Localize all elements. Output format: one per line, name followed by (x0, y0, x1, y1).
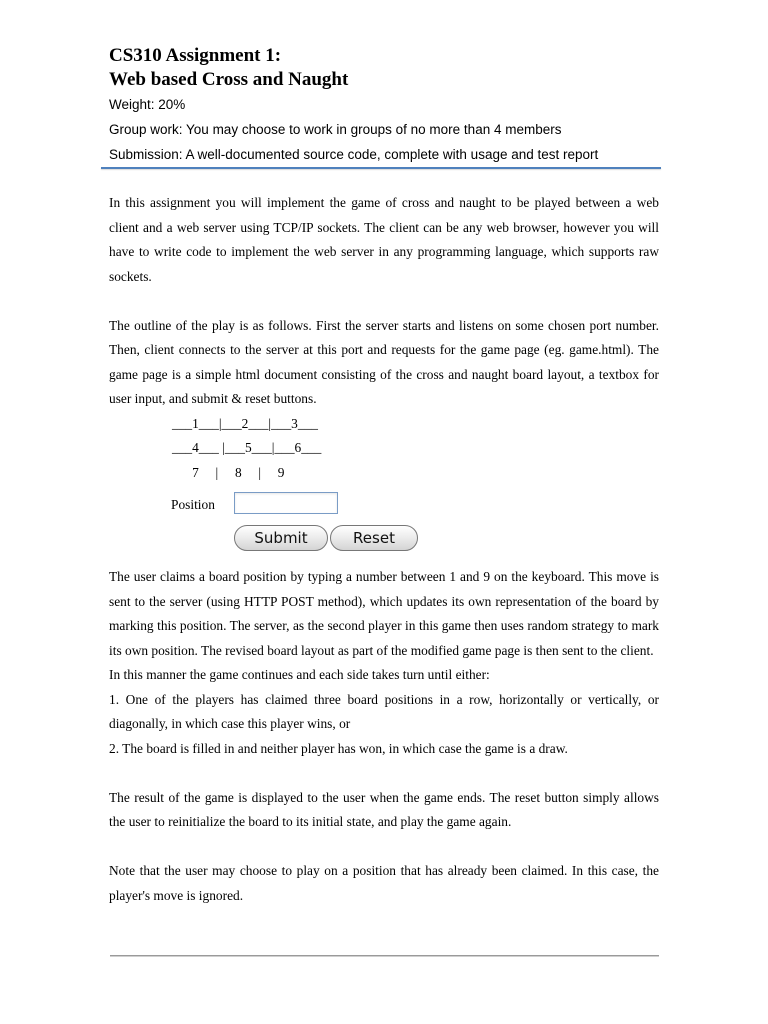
title-line-2: Web based Cross and Naught (109, 69, 349, 90)
game-form (109, 485, 659, 565)
footer-divider (110, 955, 659, 957)
board-layout (172, 412, 659, 486)
board-row-1: ___1___|___2___|___3___ (172, 415, 318, 431)
spacer (109, 169, 659, 191)
spacer (109, 835, 659, 860)
note-paragraph: Note that the user may choose to play on a position that has already been claimed. In this case, the player's move is ignored. (109, 863, 659, 903)
submit-button[interactable]: Submit (234, 525, 328, 551)
spacer (109, 761, 659, 786)
submission-text: Submission: A well-documented source code, complete with usage and test report (109, 147, 599, 162)
list-item-1: 1. One of the players has claimed three board positions in a row, horizontally or vertically, or diagonally, in which case this player wins, or (109, 691, 659, 731)
list-item-2: 2. The board is filled in and neither player has won, in which case the game is a draw. (109, 740, 568, 756)
continues-text: In this manner the game continues and each side takes turn until either: (109, 667, 490, 682)
outline-paragraph: The outline of the play is as follows. First the server starts and listens on some chosen port number. Then, client connects to the server at this port and requests for the game page (eg. game.html). The game page is a simple html document consisting of the cross and naught board layout, a textbox for user input, and submit & reset buttons. (109, 317, 659, 406)
claim-paragraph: The user claims a board position by typing a number between 1 and 9 on the keyboard. This move is sent to the server (using HTTP POST method), which updates its own representation of the board by marking this position. The server, as the second player in this game then uses random strategy to mark its own position. The revised board layout as part of the modified game page is then sent to the client. (109, 569, 659, 658)
board-row-2: ___4___ |___5___|___6___ (172, 440, 322, 455)
spacer (109, 289, 659, 314)
title-line-1: CS310 Assignment 1: (109, 45, 282, 66)
document-content (109, 44, 659, 908)
reset-button[interactable]: Reset (330, 525, 418, 551)
position-label: Position (171, 497, 215, 512)
result-paragraph: The result of the game is displayed to the user when the game ends. The reset button simply allows the user to reinitialize the board to its initial state, and play the game again. (109, 789, 659, 829)
board-row-3: 7 | 8 | 9 (172, 464, 285, 480)
intro-paragraph: In this assignment you will implement the game of cross and naught to be played between a web client and a web server using TCP/IP sockets. The client can be any web browser, however you will have to write code to implement the web server in any programming language, which supports raw sockets. (109, 195, 659, 284)
weight-text: Weight: 20% (109, 97, 186, 112)
position-input[interactable] (234, 492, 338, 514)
group-work-text: Group work: You may choose to work in groups of no more than 4 members (109, 122, 562, 137)
